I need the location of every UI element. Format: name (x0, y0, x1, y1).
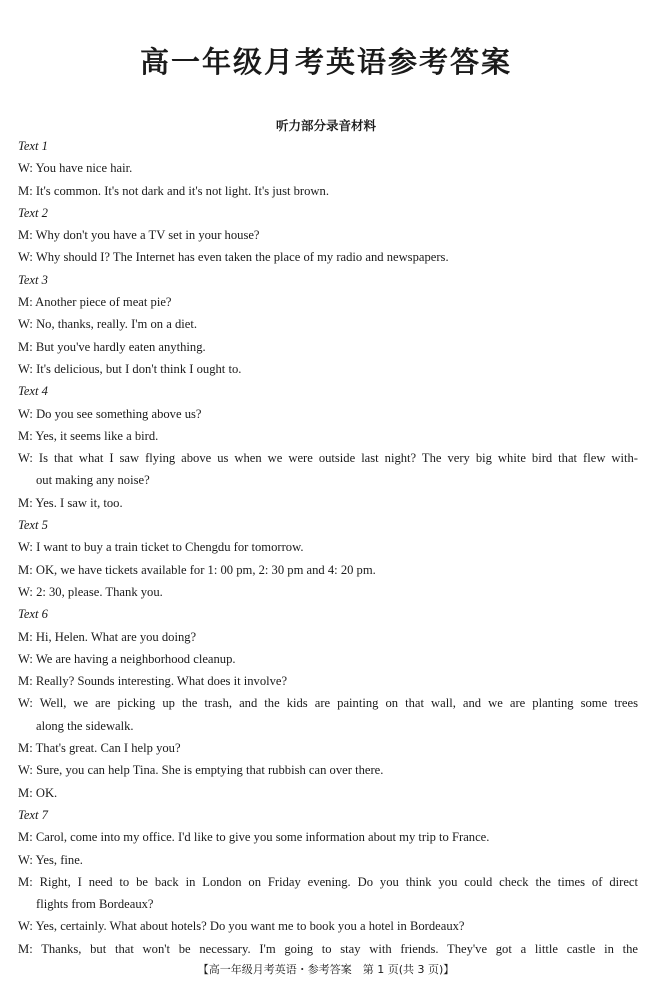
transcript-line: M: That's great. Can I help you? (18, 741, 181, 756)
transcript-line: W: Sure, you can help Tina. She is emptying that rubbish can over there. (18, 763, 384, 778)
text-heading: Text 7 (18, 807, 48, 822)
transcript-line: W: I want to buy a train ticket to Chengdu for tomorrow. (18, 540, 304, 555)
page-footer: 【高一年级月考英语・参考答案 第 1 页(共 3 页)】 (197, 963, 455, 976)
section-subtitle: 听力部分录音材料 (275, 118, 376, 133)
transcript-line: W: Yes, fine. (18, 852, 83, 867)
text-heading: Text 4 (18, 384, 48, 399)
transcript-line: W: 2: 30, please. Thank you. (18, 584, 163, 599)
page-title: 高一年级月考英语参考答案 (139, 45, 512, 79)
transcript-line: W: No, thanks, really. I'm on a diet. (18, 317, 197, 332)
transcript-line: out making any noise? (36, 473, 150, 488)
transcript-line: W: We are having a neighborhood cleanup. (18, 651, 236, 666)
transcript-body (18, 135, 638, 960)
transcript-line: M: Why don't you have a TV set in your house? (18, 228, 260, 243)
transcript-line: M: Hi, Helen. What are you doing? (18, 629, 197, 644)
transcript-line: M: It's common. It's not dark and it's not light. It's just brown. (18, 183, 329, 198)
transcript-line: W: Well, we are picking up the trash, and the kids are painting on that wall, and we are planting some trees (18, 696, 638, 711)
transcript-line: M: OK. (18, 785, 58, 800)
text-heading: Text 1 (18, 139, 48, 153)
transcript-line: W: You have nice hair. (18, 161, 133, 176)
transcript-line: along the sidewalk. (36, 718, 134, 733)
transcript-line: W: It's delicious, but I don't think I ought to. (18, 361, 242, 376)
text-heading: Text 2 (18, 205, 48, 220)
transcript-line: W: Yes, certainly. What about hotels? Do you want me to book you a hotel in Bordeaux? (18, 919, 465, 934)
transcript-line: W: Why should I? The Internet has even taken the place of my radio and newspapers. (18, 250, 449, 265)
transcript-line: M: Right, I need to be back in London on Friday evening. Do you think you could check the times of direct (18, 874, 638, 889)
transcript-line: M: But you've hardly eaten anything. (18, 339, 206, 354)
transcript-line: M: Carol, come into my office. I'd like to give you some information about my trip to France. (18, 830, 490, 845)
transcript-line: M: Another piece of meat pie? (18, 295, 172, 310)
transcript-line: flights from Bordeaux? (36, 897, 154, 912)
transcript-line: M: Really? Sounds interesting. What does it involve? (18, 674, 288, 689)
text-heading: Text 5 (18, 518, 48, 533)
transcript-line: M: Yes, it seems like a bird. (18, 428, 159, 443)
transcript-line: M: Thanks, but that won't be necessary. I'm going to stay with friends. They've got a little castle in the (18, 941, 638, 956)
transcript-line: M: OK, we have tickets available for 1: 00 pm, 2: 30 pm and 4: 20 pm. (18, 562, 376, 577)
transcript-line: W: Do you see something above us? (18, 406, 202, 421)
transcript-line: M: Yes. I saw it, too. (18, 495, 123, 510)
transcript-line: W: Is that what I saw flying above us when we were outside last night? The very big white bird that flew with- (18, 451, 638, 466)
text-heading: Text 3 (18, 272, 48, 287)
text-heading: Text 6 (18, 607, 48, 622)
